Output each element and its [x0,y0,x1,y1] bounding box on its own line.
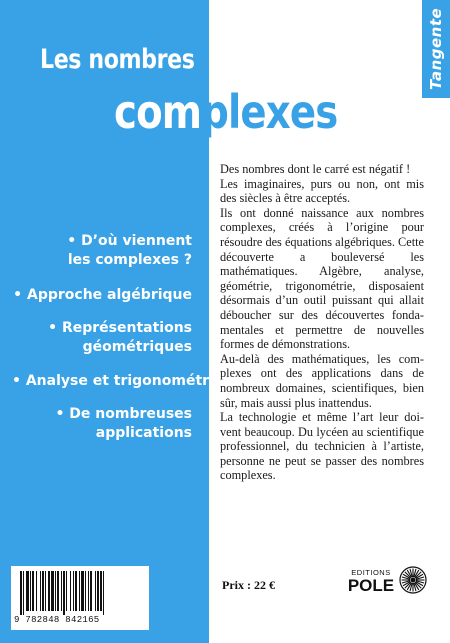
title-line-2-part-2: plexes [201,85,338,139]
barcode [11,566,149,630]
bullet-line: • D’où viennent [67,233,192,249]
blurb-text [220,162,424,483]
barcode-digits: 9 782848 842165 [14,615,100,625]
publisher-name: POLE [347,576,395,595]
blurb-paragraph: Au-delà des mathématiques, les com-plexes ont des applications dans de nombreux domaines, scientifiques, bien sûr, mais aussi plus inattendus. [220,351,424,410]
bullet-item [12,286,192,305]
bullet-line: applications [95,425,192,441]
title-line-1: Les nombres [40,44,195,75]
price: Prix : 22 € [222,578,275,592]
title-line-2-part-1: com [114,85,202,139]
bullet-item [12,319,192,357]
bullet-line: les complexes ? [67,252,192,268]
title-line-2 [114,86,337,138]
blurb-paragraph: Ils ont donné naissance aux nombres complexes, créés à l’origine pour résoudre des équations algébriques. Cette découverte a bouleversé les mathématiques. Algèbre, analyse, géométrie, trigonométrie, disposaient désormais d’un outil puissant qui allait déboucher sur des découvertes fonda-mentales et permettre de nouvelles formes de démonstrations. [220,205,424,352]
bullet-line: géométriques [82,339,192,355]
blurb-paragraph: La technologie et même l’art leur doi-vent beaucoup. Du lycéen au scientifique professionnel, du technicien à l’artiste, personne ne peut se passer des nombres complexes. [220,410,424,483]
bullet-item [12,405,192,443]
bullet-line: • De nombreuses [55,406,192,422]
bullet-line: • Représentations [48,320,192,336]
bullet-line: • Approche algébrique [13,287,192,303]
sunburst-logo-icon [399,566,427,594]
bullet-item [12,372,224,391]
blurb-paragraph: Des nombres dont le carré est négatif ! Les imaginaires, purs ou non, ont mis des siècles à être acceptés. [220,162,424,206]
series-tab-label: Tangente [427,7,445,91]
barcode-bars-icon [20,571,142,615]
publisher-label: EDITIONS [351,568,391,577]
bullet-item [12,232,192,270]
bullet-line: • Analyse et trigonométrie [12,373,224,389]
